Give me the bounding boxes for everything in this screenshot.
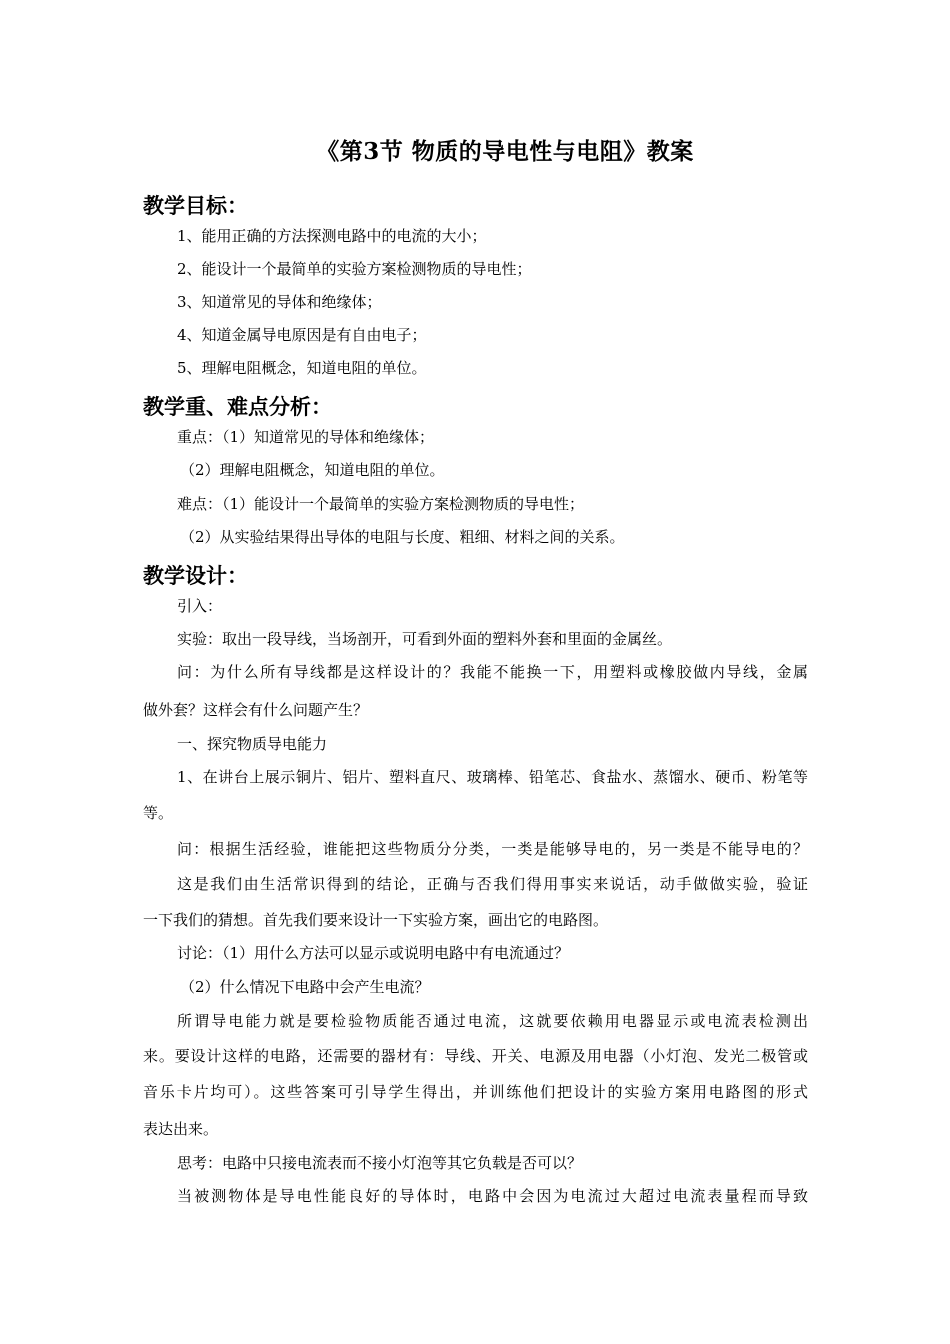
design-line: 引入： [177,597,223,615]
design-line: 思考：电路中只接电流表而不接小灯泡等其它负载是否可以？ [177,1154,583,1172]
objective-item: 1、能用正确的方法探测电路中的电流的大小； [177,227,487,245]
design-line: 讨论：（1）用什么方法可以显示或说明电路中有电流通过？ [177,944,570,962]
design-line: 一、探究物质导电能力 [177,735,328,753]
objectives-heading: 教学目标： [143,193,248,218]
design-line: 做外套？这样会有什么问题产生？ [143,701,369,719]
objective-item: 4、知道金属导电原因是有自由电子； [177,326,427,344]
design-line: 所谓导电能力就是要检验物质能否通过电流，这就要依赖用电器显示或电流表检测出 [177,1012,808,1030]
design-line: 1、在讲台上展示铜片、铝片、塑料直尺、玻璃棒、铅笔芯、食盐水、蒸馏水、硬币、粉笔等 [177,768,808,786]
key-point-line: 重点：（1）知道常见的导体和绝缘体； [177,428,435,446]
design-line: （2）什么情况下电路中会产生电流？ [180,978,430,996]
key-point-line: （2）理解电阻概念，知道电阻的单位。 [180,461,445,479]
key-point-line: （2）从实验结果得出导体的电阻与长度、粗细、材料之间的关系。 [180,528,625,546]
design-line: 问：为什么所有导线都是这样设计的？我能不能换一下，用塑料或橡胶做内导线，金属 [177,663,808,681]
design-line: 音乐卡片均可）。这些答案可引导学生得出，并训练他们把设计的实验方案用电路图的形式 [143,1083,808,1101]
objective-item: 2、能设计一个最简单的实验方案检测物质的导电性； [177,260,532,278]
design-line: 一下我们的猜想。首先我们要来设计一下实验方案，画出它的电路图。 [143,911,609,929]
design-heading: 教学设计： [143,563,248,588]
design-line: 表达出来。 [143,1120,219,1138]
key-points-heading: 教学重、难点分析： [143,394,332,419]
objective-item: 3、知道常见的导体和绝缘体； [177,293,382,311]
design-line: 来。要设计这样的电路，还需要的器材有：导线、开关、电源及用电器（小灯泡、发光二极管或 [143,1047,808,1065]
document-title: 《第3节 物质的导电性与电阻》教案 [316,138,694,165]
design-line: 实验：取出一段导线，当场剖开，可看到外面的塑料外套和里面的金属丝。 [177,630,673,648]
design-line: 等。 [143,804,174,822]
objective-item: 5、理解电阻概念，知道电阻的单位。 [177,359,427,377]
design-line: 这是我们由生活常识得到的结论，正确与否我们得用事实来说话，动手做做实验，验证 [177,875,808,893]
key-point-line: 难点：（1）能设计一个最简单的实验方案检测物质的导电性； [177,495,585,513]
design-line: 问：根据生活经验，谁能把这些物质分分类，一类是能够导电的，另一类是不能导电的？ [177,840,808,858]
design-line: 当被测物体是导电性能良好的导体时，电路中会因为电流过大超过电流表量程而导致 [177,1187,808,1205]
